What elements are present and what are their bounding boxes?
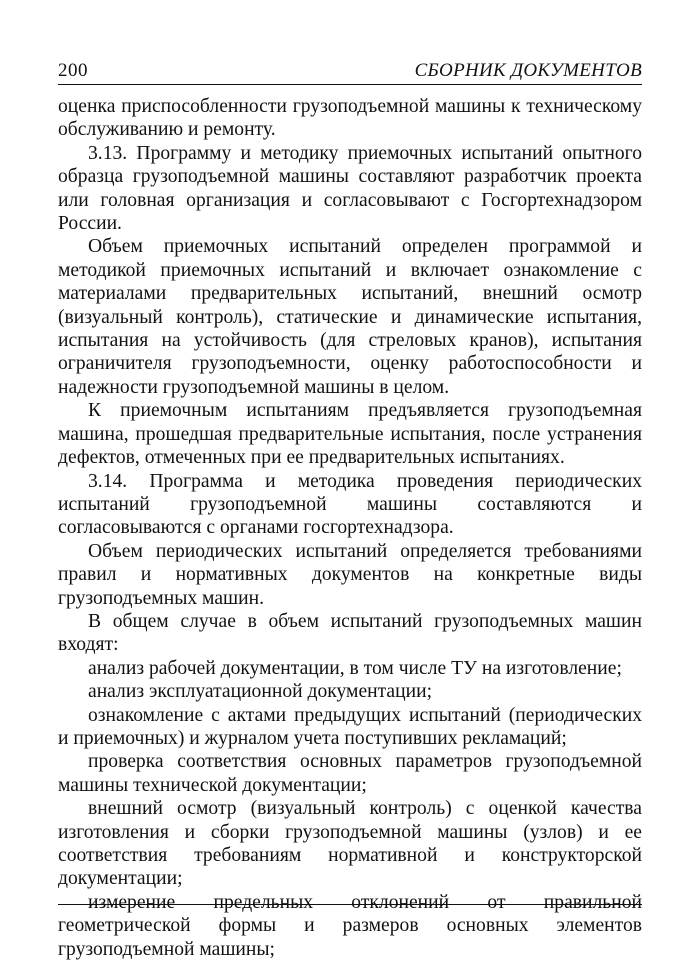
list-item: анализ рабочей документации, в том числе ТУ на изготовление;: [88, 657, 622, 679]
paragraph-periodic-scope: Объем периодических испытаний определяется требованиями правил и нормативных документов на конкретные виды грузоподъемных машин.: [58, 540, 642, 609]
document-page: [58, 58, 642, 961]
list-item: внешний осмотр (визуальный контроль) с оценкой качества изготовления и сборки грузоподъемной машины (узлов) и ее соответствия требованиям нормативной и конструкторской документации;: [58, 798, 642, 890]
page-header: [58, 58, 642, 82]
header-rule: [58, 84, 642, 85]
paragraph-3-13: 3.13. Программу и методику приемочных испытаний опытного образца грузоподъемной машины составляют разработчик проекта или головная организация и согласовывают с Госгортехнадзором России.: [58, 142, 642, 235]
list-item: проверка соответствия основных параметров грузоподъемной машины технической документации;: [58, 751, 642, 796]
running-title: СБОРНИК ДОКУМЕНТОВ: [414, 60, 642, 81]
paragraph-continuation: оценка приспособленности грузоподъемной машины к техническому обслуживанию и ремонту.: [58, 96, 642, 141]
paragraph-3-14: 3.14. Программа и методика проведения периодических испытаний грузоподъемной машины составляются и согласовываются с органами госгортехнадзора.: [58, 470, 642, 539]
paragraph-acceptance-machine: К приемочным испытаниям предъявляется грузоподъемная машина, прошедшая предварительные испытания, после устранения дефектов, отмеченных при ее предварительных испытаниях.: [58, 400, 642, 469]
list-item: ознакомление с актами предыдущих испытаний (периодических и приемочных) и журналом учета поступивших рекламаций;: [58, 704, 642, 749]
list-item: измерение предельных отклонений от правильной геометрической формы и размеров основных элементов грузоподъемной машины;: [58, 891, 642, 960]
footer-rule: [58, 904, 642, 905]
paragraph-general-case: В общем случае в объем испытаний грузоподъемных машин входят:: [58, 610, 642, 656]
list-item: анализ эксплуатационной документации;: [88, 681, 433, 703]
paragraph-acceptance-scope: Объем приемочных испытаний определен программой и методикой приемочных испытаний и включает ознакомление с материалами предварительных испытаний, внешний осмотр (визуальный контроль), статические и динамические испытания, испытания на устойчивость (для стреловых кранов), испытания ограничителя грузоподъемности, оценку работоспособности и надежности грузоподъемной машины в целом.: [58, 236, 642, 398]
page-number: 200: [58, 60, 88, 81]
body-text: [58, 95, 642, 961]
